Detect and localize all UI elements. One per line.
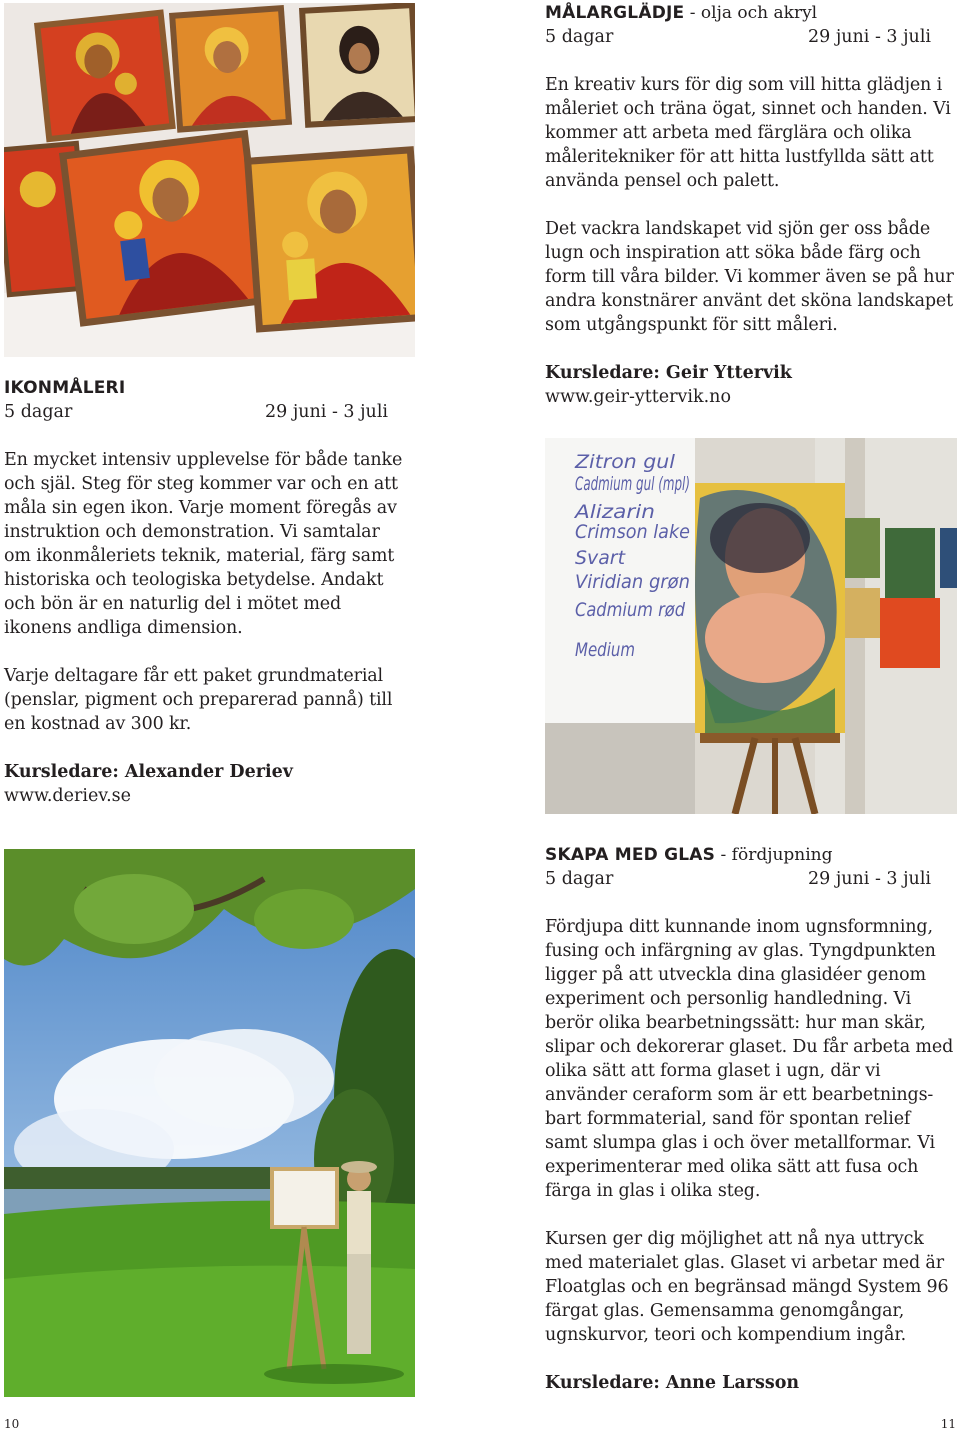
glas-paragraph-2: Kursen ger dig möjlighet att nå nya uttryck med materialet glas. Glaset vi arbetar med är Floatglas och en begränsad mängd System 96 färgat glas. Gemensamma genomgångar, ugnskurvor, teori och kompendium ingår.: [545, 1229, 949, 1345]
ikon-section: [4, 376, 409, 808]
ikon-paragraph-1: En mycket intensiv upplevelse för både tanke och själ. Steg för steg kommer var och en att måla sin egen ikon. Varje moment föregås av instruktion och demonstration. Vi samtalar om ikonmåleriets teknik, material, färg samt historiska och teologiska betydelse. Andakt och bön är en naturlig del i mötet med ikonens andliga dimension.: [4, 450, 403, 638]
ikon-days: 5 dagar: [4, 402, 73, 422]
whiteboard-line: Crimson lake: [575, 521, 690, 543]
icons-photo: [4, 3, 415, 357]
glas-section: [545, 843, 957, 1395]
ikon-dates: 29 juni - 3 juli: [265, 402, 389, 422]
whiteboard-line: Svart: [575, 547, 627, 569]
ikon-leader: Kursledare: Alexander Deriev: [4, 762, 293, 782]
malar-heading: [545, 1, 957, 25]
glas-paragraph-1: Fördjupa ditt kunnande inom ugnsformning, fusing och infärgning av glas. Tyngdpunkten ligger på att utveckla dina glasidéer genom experiment och personlig handledning. Vi berör olika bearbetningssätt: hur man skär, slipar och dekorerar glaset. Du får arbeta med olika sätt att forma glaset i ugn, där vi använder ceraform som är ett bearbetnings-bart formmaterial, sand för spontan relief samt slumpa glas i och över metallformar. Vi experimenterar med olika sätt att fusa och färga in glas i olika steg.: [545, 917, 954, 1201]
malar-section: [545, 1, 957, 409]
malar-leader: Kursledare: Geir Yttervik: [545, 363, 792, 383]
malar-title: MÅLARGLÄDJE: [545, 3, 685, 23]
outdoor-painting-photo: [4, 849, 415, 1397]
malar-paragraph-1: En kreativ kurs för dig som vill hitta glädjen i måleriet och träna ögat, sinnet och handen. Vi kommer att arbeta med färglära och olika måleritekniker för att hitta lustfyllda sätt att använda pensel och palett.: [545, 75, 951, 191]
whiteboard-line: Zitron gul: [573, 451, 676, 473]
page-number-left: 10: [4, 1417, 20, 1431]
page-number-right: 11: [940, 1417, 956, 1431]
glas-leader: Kursledare: Anne Larsson: [545, 1373, 800, 1393]
malar-url[interactable]: www.geir-yttervik.no: [545, 387, 731, 407]
malar-paragraph-2: Det vackra landskapet vid sjön ger oss både lugn och inspiration att söka både färg och form till våra bilder. Vi kommer även se på hur andra konstnärer använt det sköna landskapet som utgångspunkt för sitt måleri.: [545, 219, 954, 335]
ikon-url[interactable]: www.deriev.se: [4, 786, 132, 806]
whiteboard-line: Medium: [575, 639, 635, 661]
ikon-title: IKONMÅLERI: [4, 378, 126, 398]
studio-painting-photo: [545, 438, 957, 814]
malar-days: 5 dagar: [545, 27, 614, 47]
whiteboard-line: Alizarin: [572, 501, 655, 523]
whiteboard-line: Cadmium gul (mpl): [575, 473, 690, 495]
glas-heading: [545, 843, 957, 867]
glas-days: 5 dagar: [545, 869, 614, 889]
malar-subtitle: - olja och akryl: [684, 3, 818, 23]
whiteboard-line: Cadmium rød: [575, 599, 686, 621]
glas-schedule: [545, 867, 957, 891]
glas-title: SKAPA MED GLAS: [545, 845, 716, 865]
malar-schedule: [545, 25, 957, 49]
whiteboard-line: Viridian grøn: [575, 571, 690, 593]
ikon-schedule: [4, 400, 409, 424]
malar-dates: 29 juni - 3 juli: [808, 27, 932, 47]
glas-dates: 29 juni - 3 juli: [808, 869, 932, 889]
glas-subtitle: - fördjupning: [715, 845, 833, 865]
ikon-paragraph-2: Varje deltagare får ett paket grundmaterial (penslar, pigment och preparerad pannå) till en kostnad av 300 kr.: [4, 666, 393, 734]
